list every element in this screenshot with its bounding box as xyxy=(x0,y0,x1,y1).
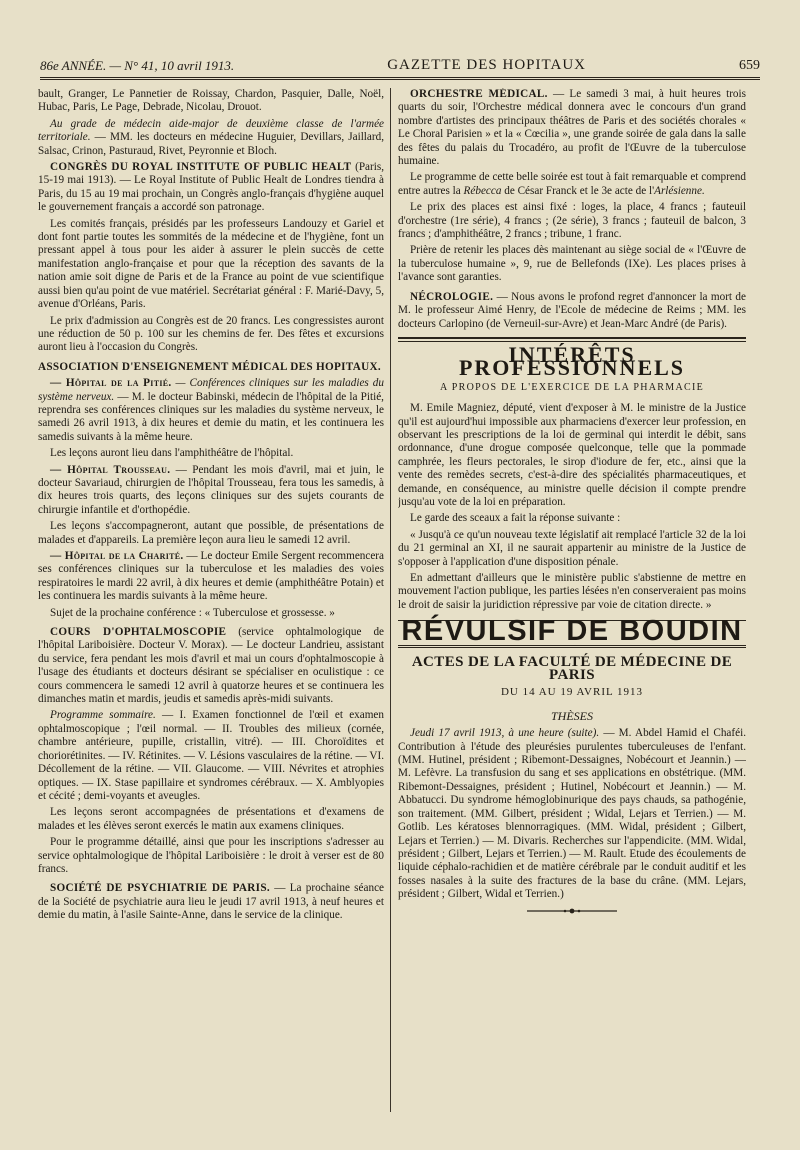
theses-text: — M. Abdel Hamid el Chaféi. Contribution à l'étude des pleurésies purulentes tuberculeuses de l'enfant. (MM. Hutinel, président ; Ribemont-Dessaignes, Nobécourt et Jeannin.) — M. Lefèvre. La transfusion du sang et ses applications en obstétrique. (MM. Ribemont-Dessaignes, président ; Hutinel, Nobécourt et Jeannin.) — M. Abbatucci. Du syndrome hémoglobinurique des pays chauds, sa pathogénie, son traitement. (MM. Gilbert, président ; Widal, Lejars et Terrien.) — M. Gotlib. Les kératoses blennorragiques. (MM. Widal, président ; Gilbert, Lejars et Terrien.) — M. Divaris. Recherches sur l'appendicite. (MM. Widal, président ; Gilbert, Lejars et Terrien.) — M. Rault. Etude des écoulements de liquide céphalo-rachidien et de matière cérébrale par le conduit auditif et les fosses nasales à la suite des fractures de la base du crâne. (MM. Lejars, président ; Gilbert, Widal et Terrien.) xyxy=(398,727,746,901)
ophtalmo-title: COURS D'OPHTALMOSCOPIE xyxy=(50,626,227,639)
section-orchestre xyxy=(398,88,746,285)
orch-prices: Le prix des places est ainsi fixé : loges, la place, 4 francs ; fauteuil d'orchestre (1re série), 4 francs ; (2e série), 3 francs ; fauteuil de balcon, 3 francs ; d'amphithéâtre, 2 francs ; tribune, 1 franc. xyxy=(398,201,746,241)
congres-intro xyxy=(38,161,384,215)
congres-text: (Paris, 15-19 mai 1913). — Le Royal Institute of Public Healt de Londres tiendra à Paris, du 15 au 19 mai prochain, un Congrès anglo-français d'hygiène auquel le gouvernement français a accordé son patronage. xyxy=(38,161,384,214)
ophtalmo-paragraph: Pour le programme détaillé, ainsi que pour les inscriptions s'adresser au service ophtalmologique de l'hôpital Lariboisière : le droit à verser est de 80 francs. xyxy=(38,836,384,875)
charite-note: Sujet de la prochaine conférence : « Tuberculose et grossesse. » xyxy=(50,606,335,619)
promotion-text: — MM. les docteurs en médecine Huguier, Devillars, Jaillard, Salsac, Crinon, Pasturaud, Rivet, Peyronnie et Bloch. xyxy=(38,131,384,157)
page-header xyxy=(40,40,760,80)
section-congres xyxy=(38,161,384,355)
ophtalmo-text: (service ophtalmologique de l'hôpital Lariboisière. Docteur V. Morax). — Le docteur Landrieu, assistant du service, fera pendant les mois d'avril et mai un cours d'ophtalmoscopie à l'usage des étudiants et docteurs désirant se spécialiser en oculistique : ce cours commencera le samedi 12 avril à quatorze heures et se continuera les dimanches matin et mardis, jeudis et samedis après-midi suivants. xyxy=(38,626,384,706)
orch-program xyxy=(398,171,746,198)
orch-work-arlesienne: Arlésienne. xyxy=(654,184,705,197)
pharma-paragraph: M. Emile Magniez, député, vient d'exposer à M. le ministre de la Justice qu'il est aujourd'hui impossible aux pharmaciens d'exercer leur profession, en observant les prescriptions de la loi de germinal qui interdit le débit, sans ordonnance, d'une drogue composée quelconque, telle que la pommade camphrée, les fleurs pectorales, le sirop d'iodure de fer, etc., ainsi que la vente des remèdes secrets, c'est-à-dire des spécialités pharmaceutiques, et demande, en conséquence, au ministre quelle décision il compte prendre jusqu'au vote de la loi en préparation. xyxy=(398,402,746,508)
program-text: — I. Examen fonctionnel de l'œil et examen ophtalmoscopique ; l'œil normal. — II. Troubles des milieux (cornée, chambre antérieure, pupille, cristallin, vitré). — III. Choroïdites et choriorétinites. — IV. Rétinites. — V. Lésions vasculaires de la rétine. — VI. Décollement de la rétine. — VII. Glaucome. — VIII. Névrites et atrophies optiques. — IX. Stase papillaire et syndromes cérébraux. — X. Amblyopies et cécité ; demi-voyants et aveugles. xyxy=(38,709,384,802)
continued-list: bault, Granger, Le Pannetier de Roissay, Chardon, Pasquier, Dalle, Noël, Hubac, Paris, Le Page, Debrade, Nicolau, Drouot. xyxy=(38,88,384,114)
pharma-paragraph: Le garde des sceaux a fait la réponse suivante : xyxy=(410,512,621,525)
congres-paragraph: Les comités français, présidés par les professeurs Landouzy et Gariel et dont font partie toutes les sommités de la médecine et de l'hygiène, font un pressant appel à tous pour les aider à assurer le plein succès de cette manifestation anglo-française et pour que la réception des savants de la nation amie soit digne de Paris et de la France au point de vue scientifique aussi bien qu'au point de vue matériel. Secrétariat général : F. Marié-Davy, 5, avenue d'Orléans, Paris. xyxy=(38,217,384,311)
interets-title: INTÉRÊTS PROFESSIONNELS xyxy=(458,341,686,381)
section-pharmacie xyxy=(398,402,746,612)
theses-paragraph xyxy=(398,727,746,901)
necro-paragraph xyxy=(398,291,746,331)
section-necrologie xyxy=(398,291,746,331)
theses-title: THÈSES xyxy=(551,708,593,723)
pitie-subtitle: — Conférences cliniques sur les maladies du système nerveux. xyxy=(38,377,384,403)
promotion-heading: Au grade de médecin aide-major de deuxième classe de l'armée territoriale. xyxy=(38,117,384,144)
pitie-paragraph xyxy=(38,377,384,444)
trousseau-paragraph xyxy=(38,464,384,518)
necro-title: NÉCROLOGIE. xyxy=(410,290,494,303)
end-ornament xyxy=(398,906,746,919)
congres-title: CONGRÈS DU ROYAL INSTITUTE OF PUBLIC HEALT xyxy=(50,161,352,174)
pharma-paragraph: En admettant d'ailleurs que le ministère public s'abstienne de mettre en mouvement l'action publique, les parties lésées n'en conserveraient pas moins le droit de saisir la juridiction répressive par voie de citation directe. » xyxy=(398,572,746,611)
territorial-promotion xyxy=(38,118,384,158)
section-psychiatrie xyxy=(38,882,384,922)
pitie-text: — M. le docteur Babinski, médecin de l'hôpital de la Pitié, reprendra ses conférences cliniques sur les maladies du système nerveux, le samedi 26 avril 1913, à dix heures et demie du matin, et les continuera les samedis suivants à la même heure. xyxy=(38,390,384,443)
left-column xyxy=(38,88,384,1112)
orch-program-text: de César Franck et le 3e acte de l' xyxy=(501,184,655,197)
orch-intro xyxy=(398,88,746,168)
theses-date: Jeudi 17 avril 1913, à une heure (suite). xyxy=(410,727,600,740)
psych-paragraph xyxy=(38,882,384,922)
ornament-icon xyxy=(527,907,617,915)
advertisement-revulsif: RÉVULSIF DE BOUDIN xyxy=(398,620,746,647)
trousseau-text: — Pendant les mois d'avril, mai et juin, le docteur Savariaud, chirurgien de l'hôpital Trousseau, fera tous les samedis, à dix heures trois quarts, des leçons cliniques sur des sujets courants de chirurgie infantile et d'orthopédie. xyxy=(38,463,384,516)
orch-program-text: Le programme de cette belle soirée est tout à fait remarquable et comprend entre autres la xyxy=(398,171,746,197)
charite-paragraph xyxy=(38,550,384,604)
psych-title: SOCIÉTÉ DE PSYCHIATRIE DE PARIS. xyxy=(50,882,270,895)
ophtalmo-paragraph: Les leçons seront accompagnées de présentations et d'examens de malades et les élèves seront exercés le matin aux examens cliniques. xyxy=(38,806,384,832)
journal-title: GAZETTE DES HOPITAUX xyxy=(387,57,586,73)
right-column xyxy=(398,88,746,1112)
section-association xyxy=(38,361,384,620)
psych-text: — La prochaine séance de la Société de psychiatrie aura lieu le jeudi 17 avril 1913, à neuf heures et demie du matin, à l'asile Sainte-Anne, dans le service de la clinique. xyxy=(38,882,384,922)
orch-work-rebecca: Rébecca xyxy=(463,184,502,197)
ophtalmo-intro xyxy=(38,626,384,706)
orch-title: ORCHESTRE MÉDICAL. xyxy=(410,88,548,100)
trousseau-heading: — Hôpital Trousseau. xyxy=(50,463,171,476)
association-title xyxy=(38,361,384,374)
issue-info: 86e ANNÉE. — N° 41, 10 avril 1913. xyxy=(40,58,235,73)
pharma-paragraph: « Jusqu'à ce qu'un nouveau texte législatif ait remplacé l'article 32 de la loi du 21 germinal an XI, il ne saurait appartenir au ministre de la Justice de s'opposer à l'application d'une disposition pénale. xyxy=(398,528,746,568)
column-divider xyxy=(390,88,391,1112)
association-heading: ASSOCIATION D'ENSEIGNEMENT MÉDICAL DES HOPITAUX. xyxy=(38,360,381,373)
acts-title: ACTES DE LA FACULTÉ DE MÉDECINE DE PARIS xyxy=(411,653,733,684)
pharmacie-title: A PROPOS DE L'EXERCICE DE LA PHARMACIE xyxy=(440,381,704,393)
necro-text: — Nous avons le profond regret d'annoncer la mort de M. le professeur Aimé Henry, de l'Ecole de médecine de Reims ; MM. les docteurs Carlopino (de Verneuil-sur-Avre) et Jean-Marc André (de Paris). xyxy=(398,290,746,330)
congres-paragraph: Le prix d'admission au Congrès est de 20 francs. Les congressistes auront une réduction de 50 p. 100 sur les chemins de fer. Des fêtes et excursions auront lieu à l'occasion du Congrès. xyxy=(38,314,384,354)
pitie-heading: — Hôpital de la Pitié. xyxy=(50,377,172,390)
page-number: 659 xyxy=(739,58,760,73)
program-heading: Programme sommaire. xyxy=(50,709,156,722)
charite-heading: — Hôpital de la Charité. xyxy=(50,550,184,562)
ophtalmo-program xyxy=(38,709,384,803)
section-ophtalmoscopie xyxy=(38,626,384,876)
charite-text: — Le docteur Emile Sergent recommencera ses conférences cliniques sur la tuberculose et les maladies des voies respiratoires le mardi 22 avril, à dix heures et demie (amphithéâtre Potain) et les continuera les mardis suivants à la même heure. xyxy=(38,550,384,603)
orch-booking: Prière de retenir les places dès maintenant au siège social de « l'Œuvre de la tuberculose humaine », 9, rue de Bellefonds (IXe). Les places prises à l'avance sont garanties. xyxy=(398,244,746,284)
trousseau-note: Les leçons s'accompagneront, autant que possible, de présentations de malades et d'appareils. La première leçon aura lieu le samedi 12 avril. xyxy=(38,520,384,546)
pitie-note: Les leçons auront lieu dans l'amphithéâtre de l'hôpital. xyxy=(50,447,294,460)
orch-text: — Le samedi 3 mai, à huit heures trois quarts du soir, l'Orchestre médical donnera avec le concours d'un grand nombre d'artistes des principaux théâtres de Paris et des sociétés chorales « Le Choral Parisien » et la « Cœcilia », une grande soirée de gala dans la salle des fêtes du palais du Trocadéro, au profit de l'Œuvre de la tuberculose humaine. xyxy=(398,88,746,168)
acts-date: DU 14 AU 19 AVRIL 1913 xyxy=(500,686,644,699)
